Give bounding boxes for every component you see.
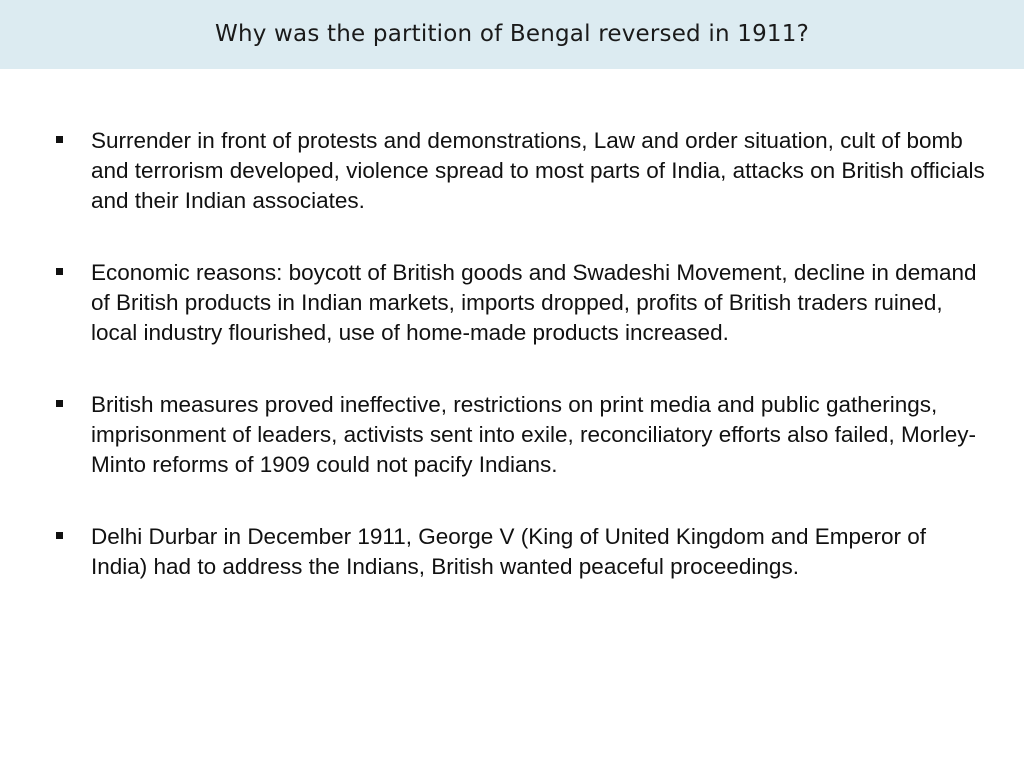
bullet-item [56, 126, 986, 216]
bullet-text: Surrender in front of protests and demonstrations, Law and order situation, cult of bomb and terrorism developed, violence spread to most parts of India, attacks on British officials and their Indian associates. [91, 128, 985, 213]
square-bullet-icon [56, 532, 63, 539]
square-bullet-icon [56, 400, 63, 407]
bullet-text: Economic reasons: boycott of British goods and Swadeshi Movement, decline in demand of British products in Indian markets, imports dropped, profits of British traders ruined, local industry flourished, use of home-made products increased. [91, 260, 977, 345]
bullet-text: Delhi Durbar in December 1911, George V (King of United Kingdom and Emperor of India) had to address the Indians, British wanted peaceful proceedings. [91, 524, 927, 579]
title-bar [0, 0, 1024, 69]
square-bullet-icon [56, 268, 63, 275]
bullet-item [56, 390, 986, 480]
bullet-item [56, 258, 986, 348]
bullet-list [56, 126, 986, 624]
slide-title: Why was the partition of Bengal reversed in 1911? [215, 21, 809, 47]
bullet-item [56, 522, 986, 582]
bullet-text: British measures proved ineffective, restrictions on print media and public gatherings, imprisonment of leaders, activists sent into exile, reconciliatory efforts also failed, Morley-Minto reforms of 1909 could not pacify Indians. [91, 392, 976, 477]
square-bullet-icon [56, 136, 63, 143]
